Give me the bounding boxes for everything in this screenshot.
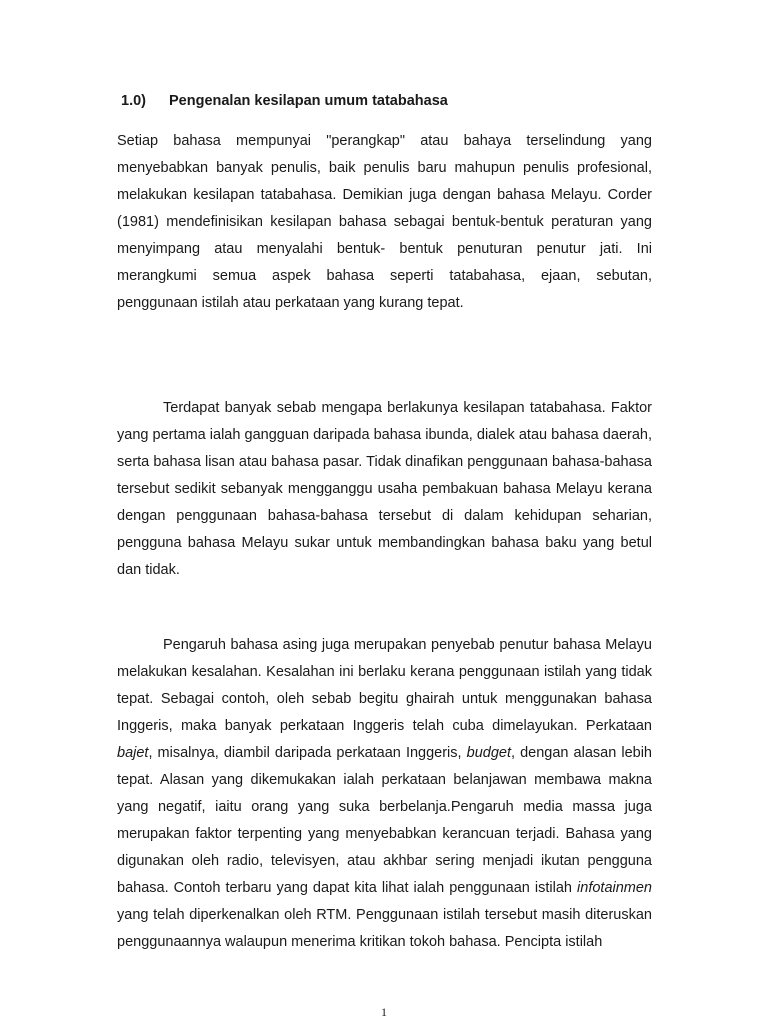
italic-term-budget: budget (466, 745, 511, 761)
section-number: 1.0) (121, 93, 146, 109)
paragraph-text: Pengaruh bahasa asing juga merupakan penyebab penutur bahasa Melayu melakukan kesalahan. Kesalahan ini berlaku kerana penggunaan istilah yang tidak tepat. Sebagai contoh, oleh sebab begitu ghairah untuk menggunakan bahasa Inggeris, maka banyak perkataan Inggeris telah cuba dimelayukan. Perkataan (117, 637, 652, 734)
paragraph-text: , misalnya, diambil daripada perkataan Inggeris, (148, 745, 467, 761)
paragraph-3 (117, 632, 652, 956)
paragraph-1 (117, 128, 652, 317)
section-heading (121, 93, 448, 109)
paragraph-text: yang telah diperkenalkan oleh RTM. Penggunaan istilah tersebut masih diteruskan penggunaannya walaupun menerima kritikan tokoh bahasa. Pencipta istilah (117, 907, 652, 950)
section-title: Pengenalan kesilapan umum tatabahasa (169, 93, 448, 109)
paragraph-text: Terdapat banyak sebab mengapa berlakunya kesilapan tatabahasa. Faktor yang pertama ialah gangguan daripada bahasa ibunda, dialek atau bahasa daerah, serta bahasa lisan atau bahasa pasar. Tidak dinafikan penggunaan bahasa-bahasa tersebut sedikit sebanyak mengganggu usaha pembakuan bahasa Melayu kerana dengan penggunaan bahasa-bahasa tersebut di dalam kehidupan seharian, pengguna bahasa Melayu sukar untuk membandingkan bahasa baku yang betul dan tidak. (117, 400, 652, 578)
page-number: 1 (381, 1005, 387, 1019)
italic-term-bajet: bajet (117, 745, 149, 761)
paragraph-text: , dengan alasan lebih tepat. Alasan yang dikemukakan ialah perkataan belanjawan membawa makna yang negatif, iaitu orang yang suka berbelanja.Pengaruh media massa juga merupakan faktor terpenting yang menyebabkan kerancuan terjadi. Bahasa yang digunakan oleh radio, televisyen, atau akhbar sering menjadi ikutan pengguna bahasa. Contoh terbaru yang dapat kita lihat ialah penggunaan istilah (117, 745, 652, 896)
paragraph-text: Setiap bahasa mempunyai "perangkap" atau bahaya terselindung yang menyebabkan banyak penulis, baik penulis baru mahupun penulis profesional, melakukan kesilapan tatabahasa. Demikian juga dengan bahasa Melayu. Corder (1981) mendefinisikan kesilapan bahasa sebagai bentuk-bentuk peraturan yang menyimpang atau menyalahi bentuk- bentuk penuturan penutur jati. Ini merangkumi semua aspek bahasa seperti tatabahasa, ejaan, sebutan, penggunaan istilah atau perkataan yang kurang tepat. (117, 133, 652, 311)
italic-term-infotainmen: infotainmen (577, 880, 652, 896)
paragraph-2 (117, 395, 652, 584)
